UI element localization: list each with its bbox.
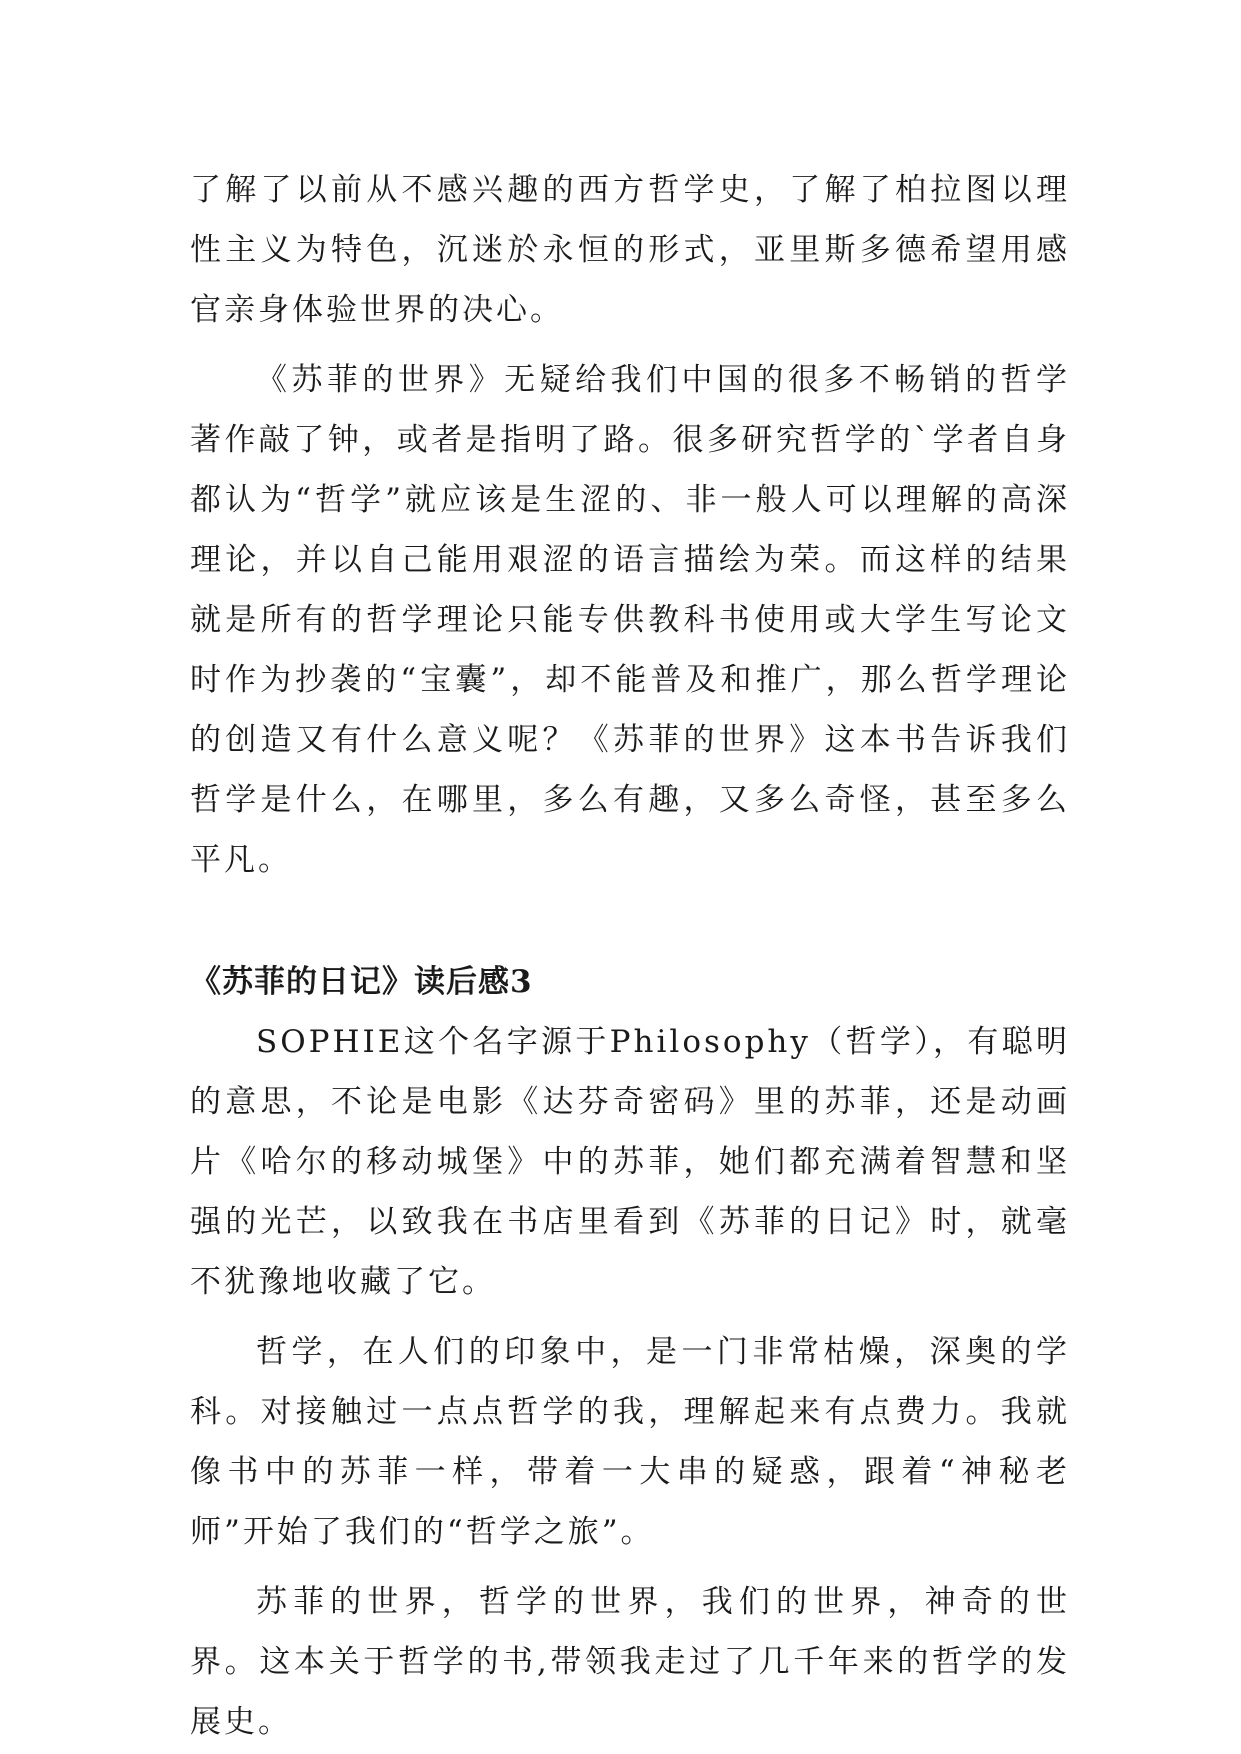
paragraph-3: SOPHIE这个名字源于Philosophy（哲学），有聪明的意思，不论是电影《达芬奇密码》里的苏菲，还是动画片《哈尔的移动城堡》中的苏菲，她们都充满着智慧和坚强的光芒，以致我在书店里看到《苏菲的日记》时，就毫不犹豫地收藏了它。: [190, 1024, 1070, 1300]
paragraph-2: 《苏菲的世界》无疑给我们中国的很多不畅销的哲学著作敲了钟，或者是指明了路。很多研究哲学的`学者自身都认为“哲学”就应该是生涩的、非一般人可以理解的高深理论，并以自己能用艰涩的语言描绘为荣。而这样的结果就是所有的哲学理论只能专供教科书使用或大学生写论文时作为抄袭的“宝囊”，却不能普及和推广，那么哲学理论的创造又有什么意义呢？《苏菲的世界》这本书告诉我们哲学是什么，在哪里，多么有趣，又多么奇怪，甚至多么平凡。: [190, 362, 1070, 878]
paragraph-spacer: [190, 1562, 1070, 1572]
paragraph-1: 了解了以前从不感兴趣的西方哲学史，了解了柏拉图以理性主义为特色，沉迷於永恒的形式，亚里斯多德希望用感官亲身体验世界的决心。: [190, 172, 1070, 328]
paragraph-spacer: [190, 1312, 1070, 1322]
section-spacer: [190, 890, 1070, 952]
document-body: [190, 160, 1070, 1752]
paragraph-spacer: [190, 340, 1070, 350]
paragraph-4: 哲学，在人们的印象中，是一门非常枯燥，深奥的学科。对接触过一点点哲学的我，理解起来有点费力。我就像书中的苏菲一样，带着一大串的疑惑，跟着“神秘老师”开始了我们的“哲学之旅”。: [190, 1334, 1070, 1550]
paragraph-5: 苏菲的世界，哲学的世界，我们的世界，神奇的世界。这本关于哲学的书,带领我走过了几千年来的哲学的发展史。: [190, 1584, 1070, 1740]
section-heading: 《苏菲的日记》读后感3: [190, 964, 533, 1000]
